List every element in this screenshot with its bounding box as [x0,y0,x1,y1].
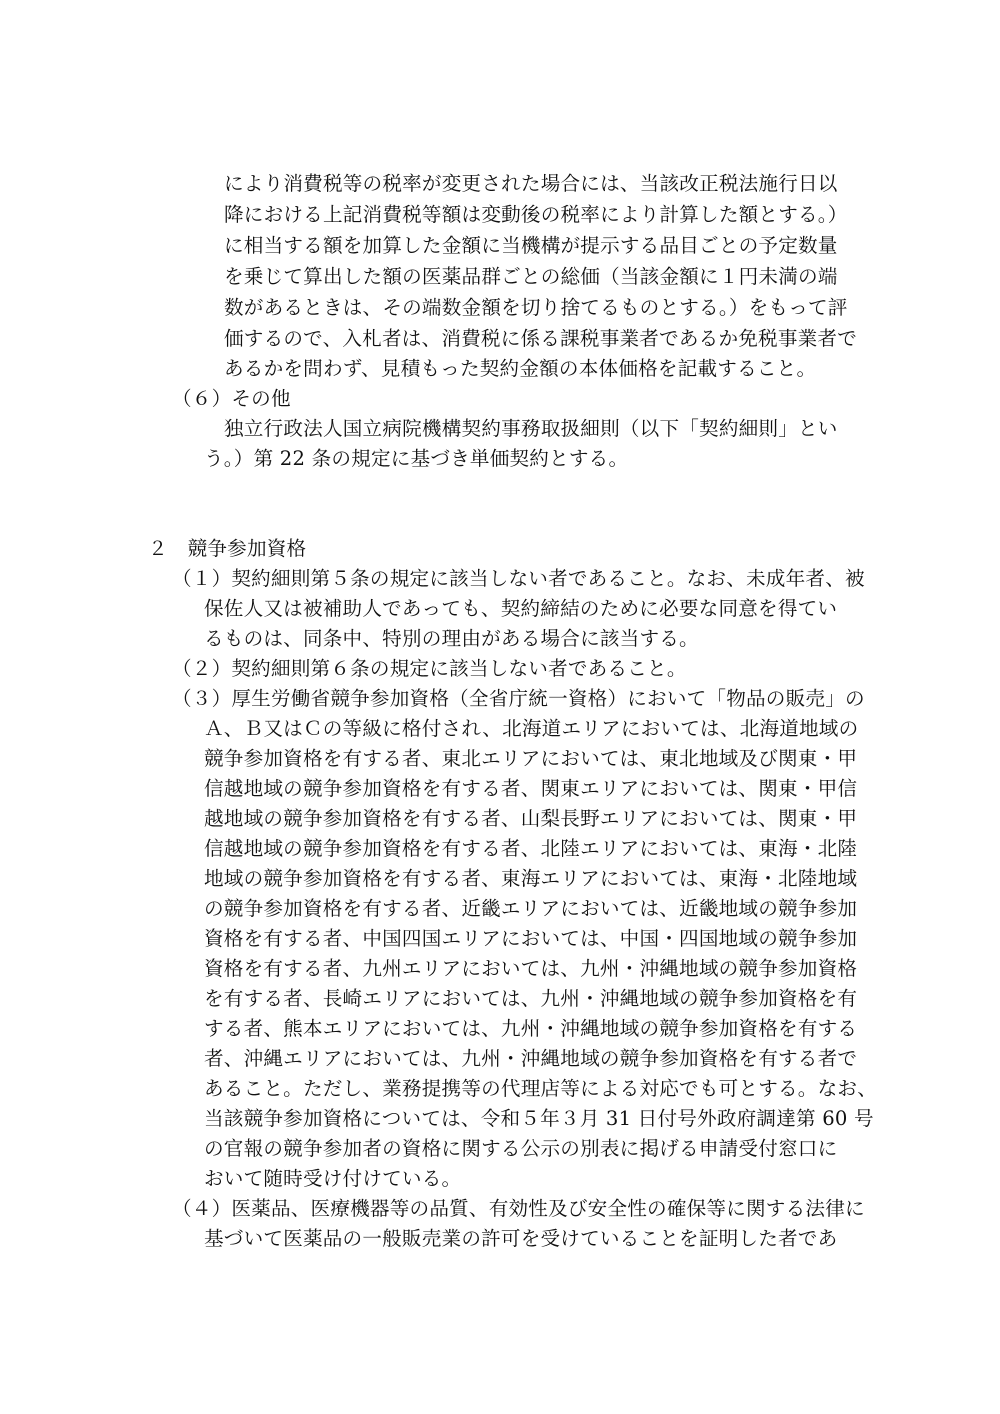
section-heading: ２ 競争参加資格 [148,537,307,560]
paragraph-line: 者、沖縄エリアにおいては、九州・沖縄地域の競争参加資格を有する者で [204,1047,858,1070]
item-heading: （６）その他 [172,387,291,410]
paragraph-line: 信越地域の競争参加資格を有する者、北陸エリアにおいては、東海・北陸 [204,837,858,860]
paragraph-line: 信越地域の競争参加資格を有する者、関東エリアにおいては、関東・甲信 [204,777,858,800]
paragraph-line: Ａ、Ｂ又はＣの等級に格付され、北海道エリアにおいては、北海道地域の [204,717,859,740]
paragraph-line: により消費税等の税率が変更された場合には、当該改正税法施行日以 [224,172,838,195]
item-heading-line: （２）契約細則第６条の規定に該当しない者であること。 [172,657,687,680]
paragraph-line: 資格を有する者、中国四国エリアにおいては、中国・四国地域の競争参加 [204,927,858,950]
paragraph-line: 資格を有する者、九州エリアにおいては、九州・沖縄地域の競争参加資格 [204,957,858,980]
paragraph-line: 基づいて医薬品の一般販売業の許可を受けていることを証明した者であ [204,1227,838,1250]
paragraph-line: 地域の競争参加資格を有する者、東海エリアにおいては、東海・北陸地域 [204,867,858,890]
paragraph-line: るものは、同条中、特別の理由がある場合に該当する。 [204,627,699,650]
paragraph-line: に相当する額を加算した金額に当機構が提示する品目ごとの予定数量 [224,234,838,257]
paragraph-line: おいて随時受け付けている。 [204,1167,462,1190]
paragraph-line: 降における上記消費税等額は変動後の税率により計算した額とする。） [224,203,848,226]
paragraph-line: 当該競争参加資格については、令和５年３月 31 日付号外政府調達第 60 号 [204,1107,874,1130]
paragraph-line: 価するので、入札者は、消費税に係る課税事業者であるか免税事業者で [224,327,858,350]
paragraph-line: あるかを問わず、見積もった契約金額の本体価格を記載すること。 [224,357,817,380]
paragraph-line: 独立行政法人国立病院機構契約事務取扱細則（以下「契約細則」とい [224,417,838,440]
item-heading-line: （３）厚生労働省競争参加資格（全省庁統一資格）において「物品の販売」の [172,687,865,710]
paragraph-line: う。）第 22 条の規定に基づき単価契約とする。 [204,447,629,470]
paragraph-line: の官報の競争参加者の資格に関する公示の別表に掲げる申請受付窓口に [204,1137,838,1160]
paragraph-line: 保佐人又は被補助人であっても、契約締結のために必要な同意を得てい [204,597,838,620]
paragraph-line: 競争参加資格を有する者、東北エリアにおいては、東北地域及び関東・甲 [204,747,858,770]
paragraph-line: の競争参加資格を有する者、近畿エリアにおいては、近畿地域の競争参加 [204,897,858,920]
paragraph-line: を有する者、長崎エリアにおいては、九州・沖縄地域の競争参加資格を有 [204,987,858,1010]
paragraph-line: 数があるときは、その端数金額を切り捨てるものとする。）をもって評 [224,296,848,319]
paragraph-line: する者、熊本エリアにおいては、九州・沖縄地域の競争参加資格を有する [204,1017,858,1040]
item-heading-line: （１）契約細則第５条の規定に該当しない者であること。なお、未成年者、被 [172,567,865,590]
paragraph-line: を乗じて算出した額の医薬品群ごとの総価（当該金額に１円未満の端 [224,265,838,288]
paragraph-line: 越地域の競争参加資格を有する者、山梨長野エリアにおいては、関東・甲 [204,807,858,830]
paragraph-line: あること。ただし、業務提携等の代理店等による対応でも可とする。なお、 [204,1077,877,1100]
item-heading-line: （４）医薬品、医療機器等の品質、有効性及び安全性の確保等に関する法律に [172,1197,865,1220]
